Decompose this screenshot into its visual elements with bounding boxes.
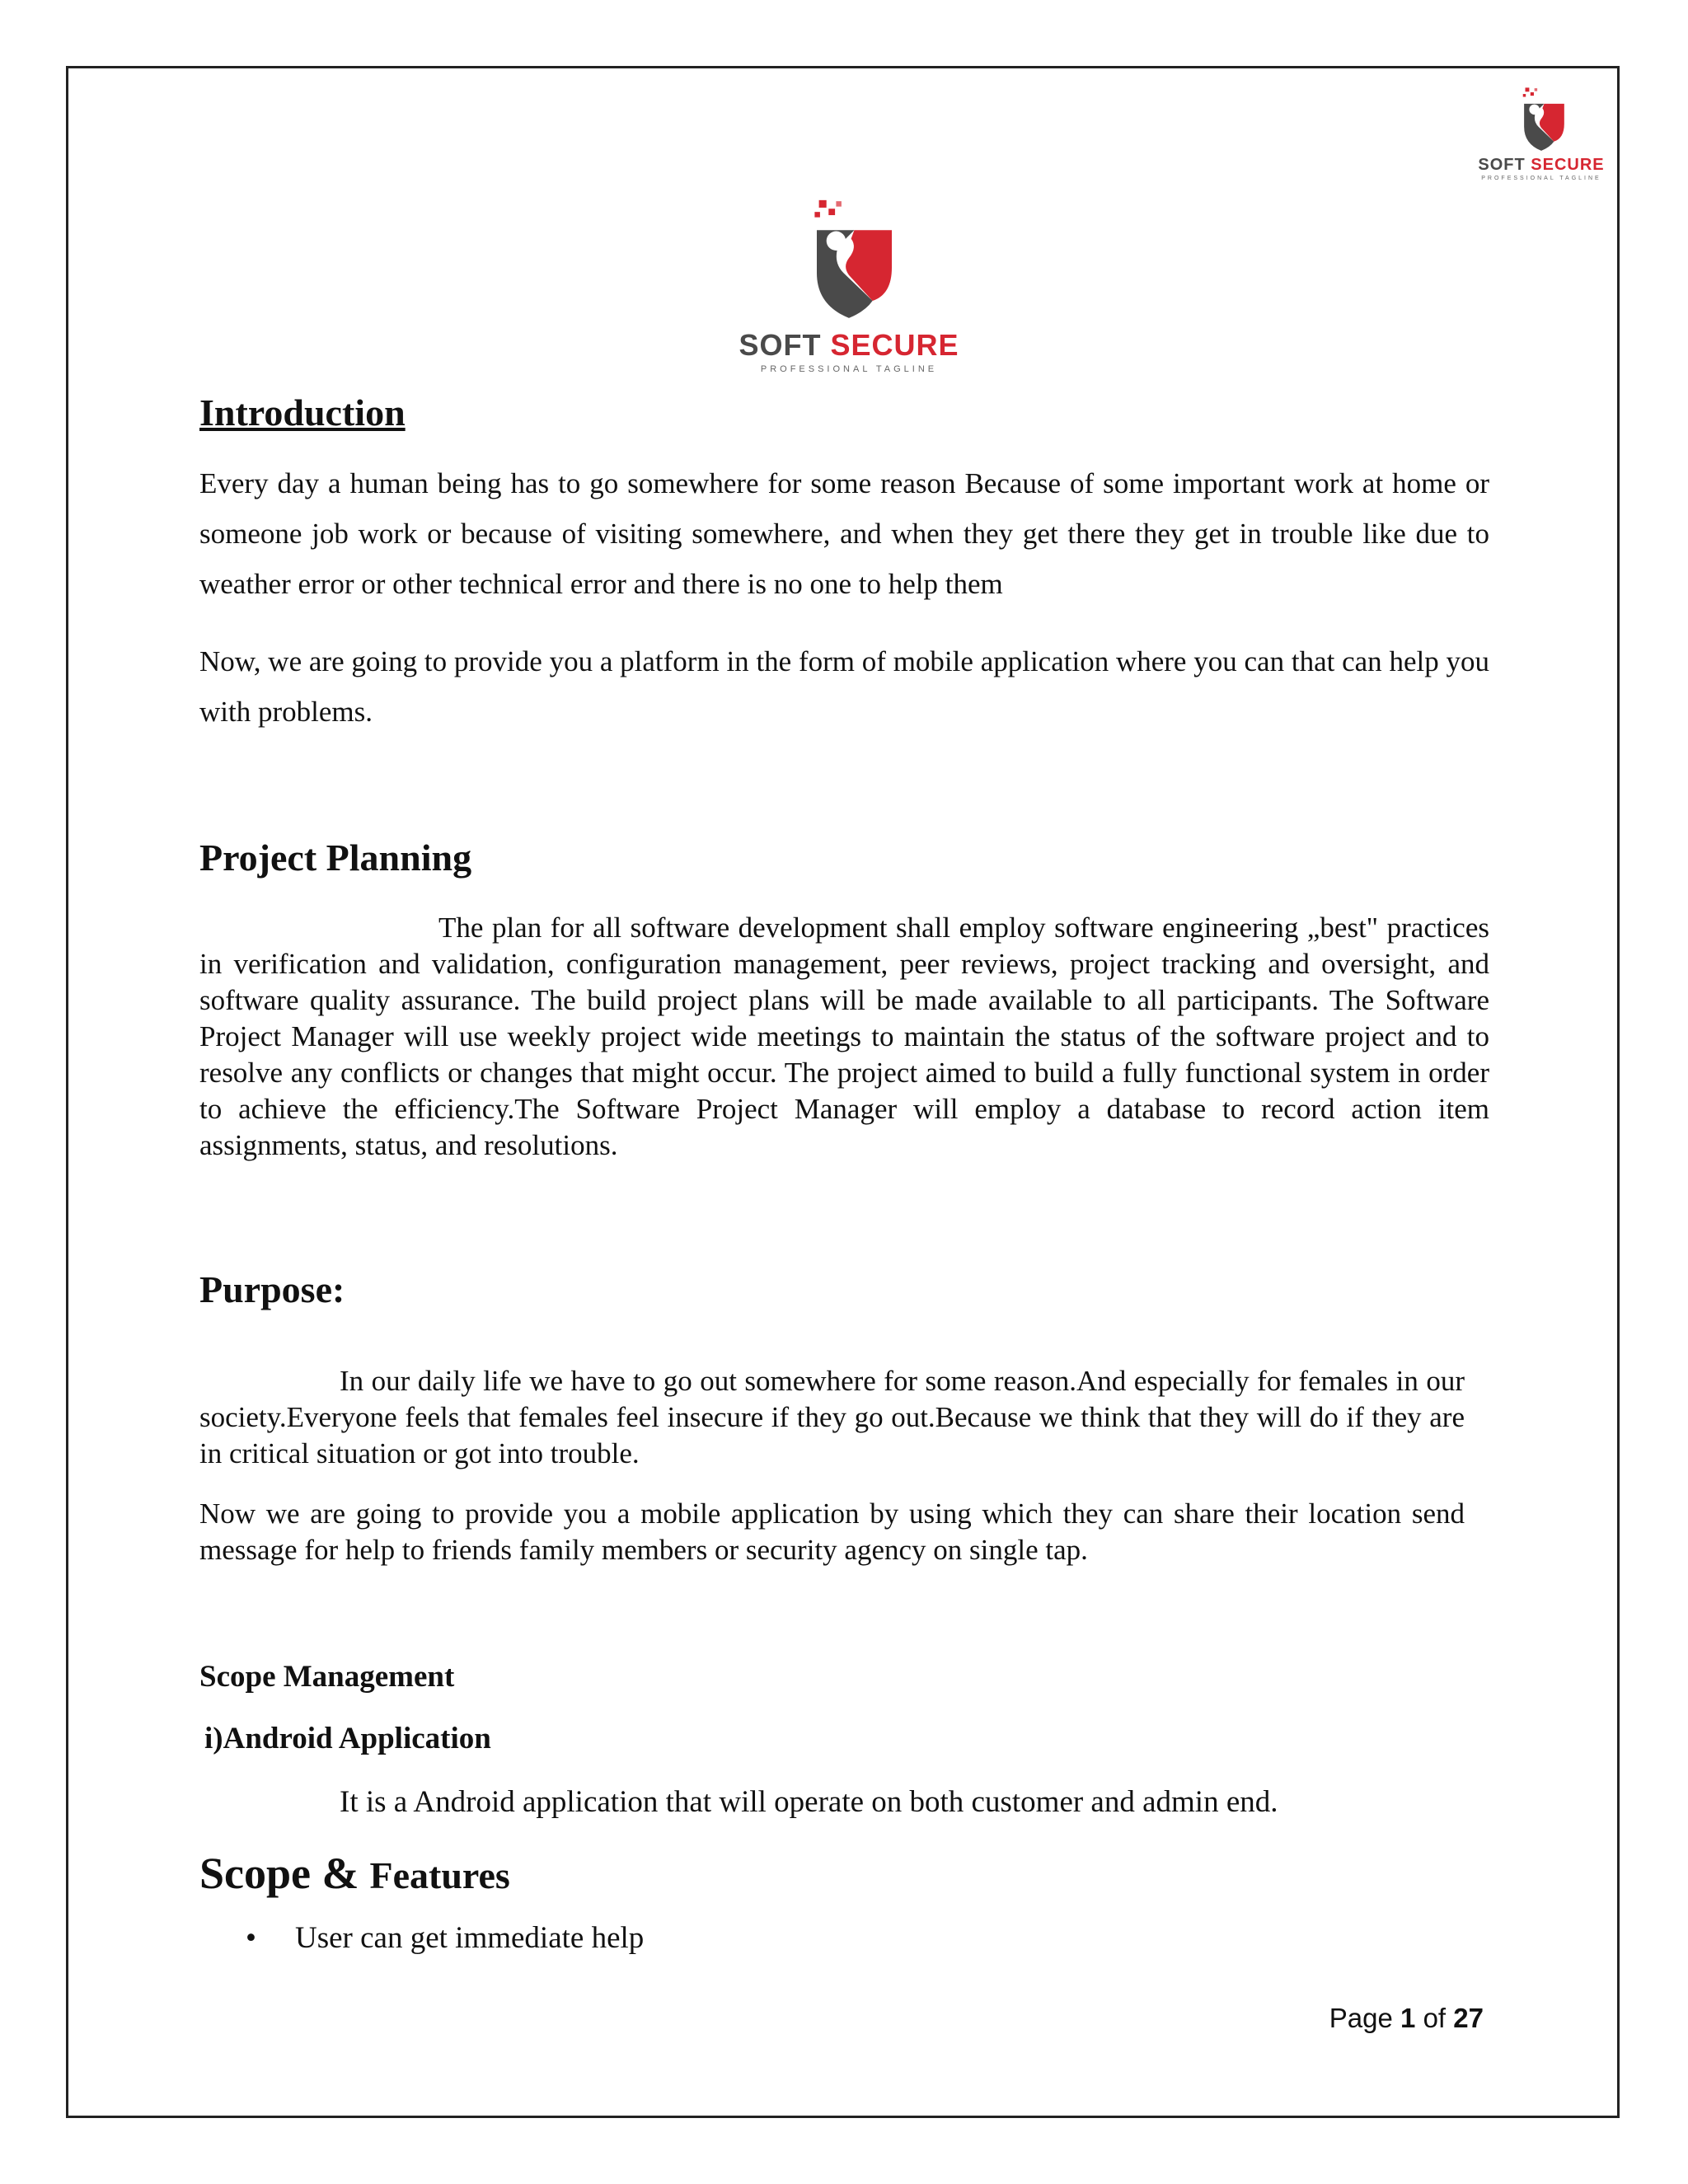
bullet-icon: • [246,1921,256,1955]
page-number: Page 1 of 27 [1329,2003,1484,2033]
scope-features-heading-part1: Scope & [199,1849,359,1898]
main-logo [717,198,981,374]
scope-management-heading: Scope Management [199,1660,455,1694]
shield-logo-icon [795,198,903,321]
header-logo [1467,87,1615,181]
header-logo-text: SOFT SECURE [1478,156,1605,174]
scope-features-heading-part2: Features [369,1854,510,1896]
purpose-paragraph-1: In our daily life we have to go out somewhere for some reason.And especially for females in our society.Everyone feels that females feel insecure if they go out.Because we think that they will do if they are in critical situation or got into trouble. [199,1365,1465,1469]
project-planning-heading: Project Planning [199,837,472,879]
features-list [246,1920,1536,1956]
purpose-heading: Purpose: [199,1268,345,1310]
shield-logo-icon [1512,87,1570,152]
introduction-paragraph-1: Every day a human being has to go somewhere for some reason Because of some important work at home or someone job work or because of visiting somewhere, and when they get there they get in trouble like due to weather error or other technical error and there is no one to help them [199,467,1489,600]
header-logo-tagline: PROFESSIONAL TAGLINE [1481,176,1601,181]
introduction-paragraph-2: Now, we are going to provide you a platform in the form of mobile application where you can that can help you with problems. [199,645,1489,728]
introduction-heading: Introduction [199,391,406,434]
scope-features-heading [199,1848,1489,1899]
feature-item-text: User can get immediate help [295,1921,645,1955]
project-planning-paragraph: The plan for all software development shall employ software engineering „best" practices in verification and validation, configuration management, peer reviews, project tracking and oversight, and software quality assurance. The build project plans will be made available to all participants. The Software Project Manager will use weekly project wide meetings to maintain the status of the software project and to resolve any conflicts or changes that might occur. The project aimed to build a fully functional system in order to achieve the efficiency.The Software Project Manager will employ a database to record action item assignments, status, and resolutions. [199,912,1489,1161]
main-logo-text: SOFT SECURE [738,328,959,362]
purpose-paragraph-2: Now we are going to provide you a mobile application by using which they can share their location send message for help to friends family members or security agency on single tap. [199,1497,1465,1566]
android-application-paragraph: It is a Android application that will operate on both customer and admin end. [340,1785,1278,1819]
list-item [246,1920,1536,1956]
main-logo-tagline: PROFESSIONAL TAGLINE [760,364,938,374]
android-application-subheading: i)Android Application [204,1722,491,1755]
